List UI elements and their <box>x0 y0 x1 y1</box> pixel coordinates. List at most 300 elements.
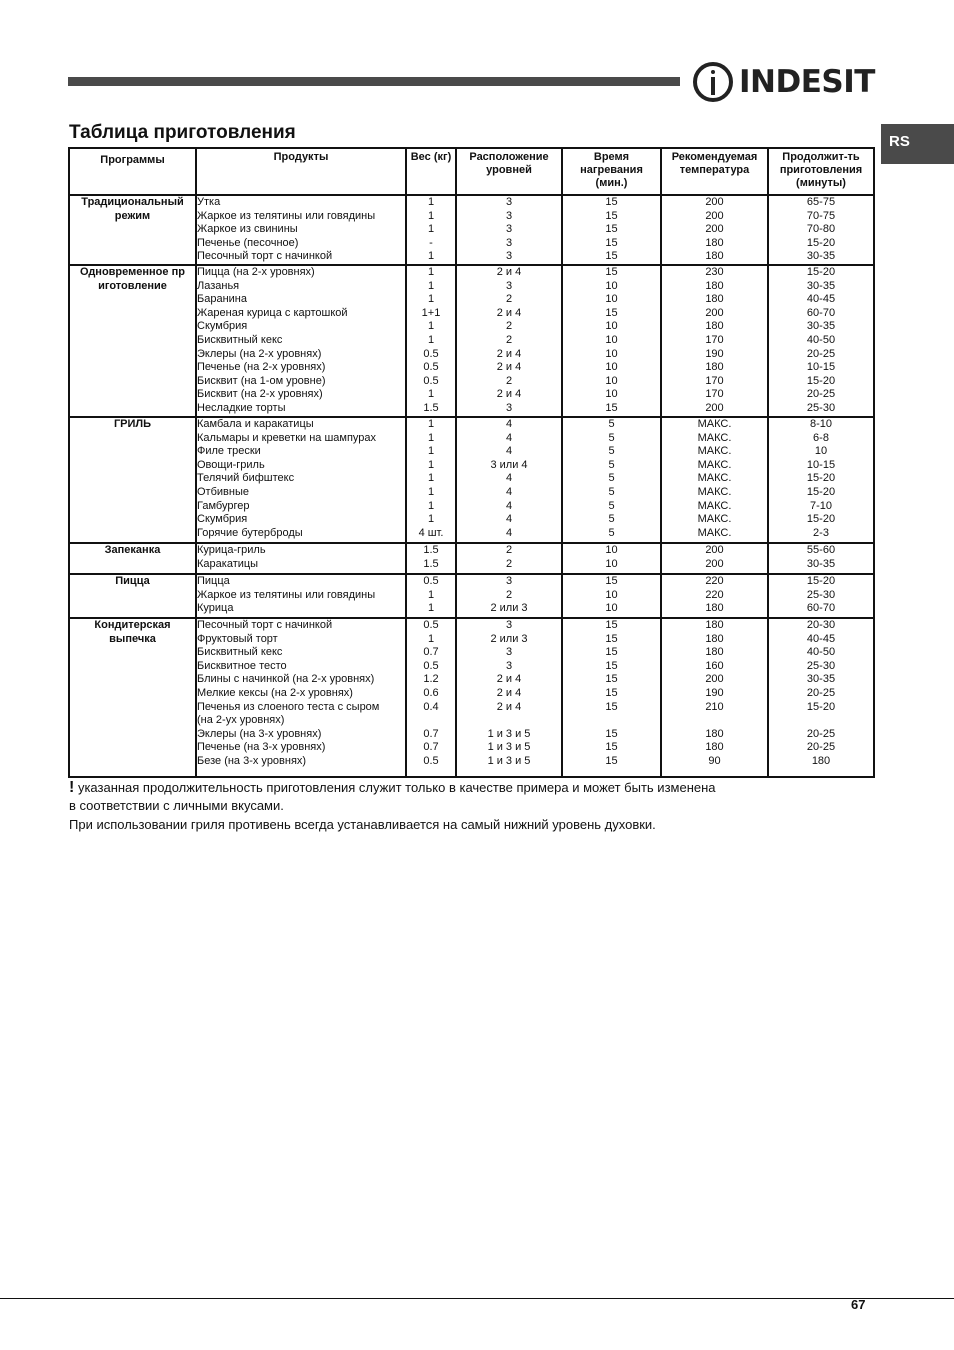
weight-value: 0.5 <box>423 618 439 631</box>
preheat-value: 15 <box>605 223 618 236</box>
duration-value: 15-20 <box>806 265 836 278</box>
weight-value: 0.5 <box>423 659 439 672</box>
level-value: 2 <box>505 293 513 306</box>
product-value: Эклеры (на 2-х уровнях) <box>197 347 322 360</box>
logo-text: INDESIT <box>739 64 875 100</box>
table-row <box>69 543 874 574</box>
preheat-value: 10 <box>605 543 618 556</box>
product-cell <box>196 543 406 574</box>
weight-value: - <box>429 236 433 249</box>
temp-value <box>662 714 767 728</box>
temp-value: 200 <box>705 209 724 222</box>
duration-value: 180 <box>811 754 831 767</box>
header-bar <box>68 77 680 86</box>
temp-value: МАКС. <box>697 417 732 430</box>
page-number: 67 <box>851 1297 866 1312</box>
level-cell <box>456 417 562 543</box>
preheat-cell <box>562 195 661 265</box>
weight-value: 1 <box>427 431 435 444</box>
program-name: Одновременное пр иготовление <box>69 265 196 417</box>
duration-value: 15-20 <box>806 485 836 498</box>
program-name: Пицца <box>69 574 196 618</box>
duration-value: 8-10 <box>809 417 833 430</box>
weight-value: 1.5 <box>423 401 439 414</box>
product-value: Жареная курица с картошкой <box>197 306 348 319</box>
level-cell <box>456 265 562 417</box>
duration-value: 65-75 <box>806 196 836 208</box>
header-preheat: Время нагревания (мин.) <box>562 148 661 195</box>
duration-cell <box>768 543 874 574</box>
weight-value: 1 <box>427 333 435 346</box>
duration-value: 25-30 <box>806 588 836 601</box>
temp-value: МАКС. <box>697 526 732 539</box>
level-value: 4 <box>505 499 513 512</box>
weight-value: 0.6 <box>423 686 439 699</box>
preheat-value: 5 <box>608 431 615 444</box>
weight-value: 0.7 <box>423 727 439 740</box>
duration-value: 15-20 <box>806 472 836 485</box>
level-value: 2 и 4 <box>496 388 522 401</box>
temp-value: 180 <box>705 279 724 292</box>
product-value: Песочный торт с начинкой <box>197 250 333 263</box>
product-cell <box>196 574 406 618</box>
temp-value: 230 <box>705 265 724 278</box>
weight-value: 1 <box>427 499 435 512</box>
temp-value: МАКС. <box>697 513 732 526</box>
preheat-value: 5 <box>608 445 615 458</box>
level-value: 2 <box>505 557 513 570</box>
weight-value: 0.5 <box>423 347 439 360</box>
weight-value: 1.5 <box>423 543 439 556</box>
preheat-value: 10 <box>605 293 618 306</box>
product-value: Жаркое из телятины или говядины <box>197 588 376 601</box>
preheat-value: 15 <box>605 754 618 767</box>
duration-value: 30-35 <box>806 673 836 686</box>
note-line-3: При использовании гриля противень всегда устанавливается на самый нижний уровень духовки. <box>69 817 656 832</box>
preheat-value: 10 <box>605 602 618 615</box>
header-duration: Продолжит-ть приготовления (минуты) <box>768 148 874 195</box>
preheat-value: 10 <box>605 333 618 346</box>
duration-cell <box>768 618 874 777</box>
preheat-value: 15 <box>605 686 618 699</box>
temp-value: 180 <box>705 293 724 306</box>
level-value: 1 и 3 и 5 <box>487 727 531 740</box>
product-value: Филе трески <box>197 445 261 458</box>
weight-value: 1 <box>427 196 435 208</box>
temp-value: 170 <box>705 388 724 401</box>
preheat-cell <box>562 543 661 574</box>
preheat-value: 15 <box>605 673 618 686</box>
duration-cell <box>768 265 874 417</box>
preheat-value: 5 <box>608 485 615 498</box>
weight-value: 1 <box>427 320 435 333</box>
preheat-value: 5 <box>608 417 615 430</box>
duration-value: 30-35 <box>806 320 836 333</box>
level-value: 4 <box>505 431 513 444</box>
product-value: Горячие бутерброды <box>197 526 303 539</box>
temp-value: 180 <box>705 236 724 249</box>
product-cell <box>196 618 406 777</box>
temp-value: 220 <box>705 574 724 587</box>
weight-value: 1 <box>427 632 435 645</box>
preheat-value: 10 <box>605 557 618 570</box>
product-value: Безе (на 3-х уровнях) <box>197 754 307 767</box>
duration-value: 30-35 <box>806 557 836 570</box>
product-value: Курица-гриль <box>197 543 266 556</box>
logo-mark-icon <box>693 62 733 102</box>
preheat-value: 15 <box>605 196 618 208</box>
preheat-value: 10 <box>605 588 618 601</box>
duration-value: 20-25 <box>806 347 836 360</box>
warning-mark-icon: ! <box>69 779 75 796</box>
level-value: 2 и 4 <box>496 265 522 278</box>
preheat-value: 15 <box>605 250 618 263</box>
level-value: 3 <box>505 236 513 249</box>
temp-value: 180 <box>705 741 724 754</box>
duration-value: 10-15 <box>806 458 836 471</box>
temp-cell <box>661 265 768 417</box>
product-value: Пицца (на 2-х уровнях) <box>197 265 315 278</box>
brand-logo <box>693 58 875 106</box>
weight-value: 1 <box>427 209 435 222</box>
table-header-row <box>69 148 874 195</box>
level-value: 3 или 4 <box>490 458 528 471</box>
preheat-cell <box>562 417 661 543</box>
duration-value: 20-25 <box>806 727 836 740</box>
level-cell <box>456 195 562 265</box>
temp-value: 200 <box>705 557 724 570</box>
product-value: Блины с начинкой (на 2-х уровнях) <box>197 673 375 686</box>
note-line-2: в соответствии с личными вкусами. <box>69 798 284 813</box>
temp-value: 180 <box>705 602 724 615</box>
duration-value: 25-30 <box>806 659 836 672</box>
temp-value: 90 <box>708 754 721 767</box>
weight-value: 1 <box>427 265 435 278</box>
preheat-value: 15 <box>605 401 618 414</box>
table-row <box>69 574 874 618</box>
level-value: 3 <box>505 209 513 222</box>
temp-value: 200 <box>705 306 724 319</box>
preheat-value: 15 <box>605 574 618 587</box>
duration-value: 20-25 <box>806 388 836 401</box>
temp-value: 210 <box>705 700 724 713</box>
duration-value: 60-70 <box>806 602 836 615</box>
temp-value: МАКС. <box>697 472 732 485</box>
level-cell <box>456 574 562 618</box>
temp-value: МАКС. <box>697 431 732 444</box>
preheat-value: 15 <box>605 700 618 713</box>
level-value: 1 и 3 и 5 <box>487 741 531 754</box>
preheat-value: 15 <box>605 646 618 659</box>
duration-value: 15-20 <box>806 374 836 387</box>
product-value: Каракатицы <box>197 557 259 570</box>
weight-value: 4 шт. <box>418 526 444 539</box>
duration-value: 25-30 <box>806 401 836 414</box>
product-value: Бисквит (на 1-ом уровне) <box>197 374 326 387</box>
weight-value: 1 <box>427 250 435 263</box>
temp-value: 180 <box>705 618 724 631</box>
weight-value: 1 <box>427 293 435 306</box>
note-text-1: указанная продолжительность приготовления служит только в качестве примера и может быть изменена <box>74 780 716 795</box>
product-value: Кальмары и креветки на шампурах <box>197 431 377 444</box>
weight-cell <box>406 265 456 417</box>
duration-value <box>769 714 873 728</box>
preheat-value: 10 <box>605 374 618 387</box>
weight-value: 1 <box>427 417 435 430</box>
preheat-value: 10 <box>605 361 618 374</box>
product-value: Пицца <box>197 574 230 587</box>
header-products: Продукты <box>196 148 406 195</box>
level-value: 4 <box>505 417 513 430</box>
duration-value: 40-50 <box>806 646 836 659</box>
weight-value: 0.5 <box>423 754 439 767</box>
level-value: 3 <box>505 223 513 236</box>
product-value: Утка <box>197 196 221 208</box>
preheat-cell <box>562 618 661 777</box>
table-row <box>69 265 874 417</box>
temp-value: МАКС. <box>697 445 732 458</box>
product-value: Лазанья <box>197 279 240 292</box>
weight-value: 1 <box>427 602 435 615</box>
level-value: 2 <box>505 374 513 387</box>
temp-value: 180 <box>705 632 724 645</box>
level-value: 3 <box>505 646 513 659</box>
preheat-value: 15 <box>605 306 618 319</box>
weight-value: 1.5 <box>423 557 439 570</box>
product-value: Баранина <box>197 293 247 306</box>
preheat-value: 15 <box>605 741 618 754</box>
duration-value: 15-20 <box>806 513 836 526</box>
weight-value <box>407 714 455 728</box>
product-value: Скумбрия <box>197 320 248 333</box>
temp-cell <box>661 195 768 265</box>
product-value: Несладкие торты <box>197 401 286 414</box>
program-name: ГРИЛЬ <box>69 417 196 543</box>
weight-value: 1 <box>427 445 435 458</box>
product-cell <box>196 195 406 265</box>
product-value: Песочный торт с начинкой <box>197 618 333 631</box>
table-row <box>69 417 874 543</box>
temp-value: 180 <box>705 727 724 740</box>
weight-value: 1 <box>427 388 435 401</box>
preheat-value: 10 <box>605 388 618 401</box>
temp-value: 160 <box>705 659 724 672</box>
preheat-value: 15 <box>605 659 618 672</box>
level-value: 2 и 4 <box>496 673 522 686</box>
duration-value: 55-60 <box>806 543 836 556</box>
program-name: Запеканка <box>69 543 196 574</box>
duration-value: 6-8 <box>813 431 829 444</box>
temp-value: 200 <box>705 543 724 556</box>
duration-value: 70-80 <box>806 223 836 236</box>
level-cell <box>456 618 562 777</box>
weight-value: 1+1 <box>421 306 441 319</box>
preheat-value: 15 <box>605 618 618 631</box>
weight-cell <box>406 543 456 574</box>
temp-value: 200 <box>705 673 724 686</box>
product-cell <box>196 417 406 543</box>
level-value: 2 и 4 <box>496 700 522 713</box>
preheat-value: 5 <box>608 513 615 526</box>
duration-value: 15-20 <box>806 574 836 587</box>
header-levels: Расположение уровней <box>456 148 562 195</box>
weight-cell <box>406 195 456 265</box>
header-program: Программы <box>69 148 196 195</box>
preheat-value: 15 <box>605 632 618 645</box>
duration-value: 20-25 <box>806 686 836 699</box>
temp-value: МАКС. <box>697 499 732 512</box>
preheat-value: 15 <box>605 236 618 249</box>
level-value: 2 и 4 <box>496 686 522 699</box>
duration-value: 20-30 <box>806 618 836 631</box>
cooking-table <box>68 147 875 778</box>
product-value: Эклеры (на 3-х уровнях) <box>197 727 322 740</box>
preheat-value: 5 <box>608 472 615 485</box>
duration-cell <box>768 574 874 618</box>
duration-value: 30-35 <box>806 250 836 263</box>
product-value: Печенье (песочное) <box>197 236 299 249</box>
product-value: Жаркое из телятины или говядины <box>197 209 376 222</box>
product-value: Печенье (на 3-х уровнях) <box>197 741 326 754</box>
level-value: 2 <box>505 588 513 601</box>
duration-cell <box>768 417 874 543</box>
duration-value: 60-70 <box>806 306 836 319</box>
temp-value: 180 <box>705 320 724 333</box>
weight-value: 1 <box>427 588 435 601</box>
duration-value: 40-50 <box>806 333 836 346</box>
level-value: 4 <box>505 445 513 458</box>
weight-value: 0.5 <box>423 574 439 587</box>
weight-value: 1.2 <box>423 673 439 686</box>
weight-value: 0.4 <box>423 700 439 713</box>
level-value: 3 <box>505 401 513 414</box>
temp-value: 170 <box>705 333 724 346</box>
level-value: 2 или 3 <box>490 632 528 645</box>
preheat-value <box>563 714 660 728</box>
weight-cell <box>406 618 456 777</box>
level-value: 2 <box>505 320 513 333</box>
weight-value: 1 <box>427 223 435 236</box>
temp-cell <box>661 618 768 777</box>
table-row <box>69 618 874 777</box>
duration-value: 40-45 <box>806 632 836 645</box>
note-line-1 <box>69 779 869 797</box>
level-value: 2 <box>505 333 513 346</box>
duration-value: 10 <box>814 445 828 458</box>
level-value: 2 <box>505 543 513 556</box>
level-value: 3 <box>505 279 513 292</box>
level-value: 1 и 3 и 5 <box>487 754 531 767</box>
level-value: 4 <box>505 513 513 526</box>
preheat-cell <box>562 574 661 618</box>
level-value: 3 <box>505 659 513 672</box>
product-value: Печенья из слоеного теста с сыром <box>197 700 380 713</box>
temp-value: 200 <box>705 401 724 414</box>
temp-value: 200 <box>705 196 724 208</box>
language-tab: RS <box>881 124 954 164</box>
product-value: Скумбрия <box>197 513 248 526</box>
duration-value: 2-3 <box>813 526 829 539</box>
weight-value: 1 <box>427 472 435 485</box>
product-value: Бисквитное тесто <box>197 659 287 672</box>
duration-value: 20-25 <box>806 741 836 754</box>
level-value: 4 <box>505 485 513 498</box>
level-value <box>457 714 561 728</box>
temp-value: МАКС. <box>697 485 732 498</box>
weight-value: 0.7 <box>423 741 439 754</box>
level-value: 3 <box>505 196 513 208</box>
preheat-value: 5 <box>608 499 615 512</box>
level-value: 2 и 4 <box>496 361 522 374</box>
product-value: Овощи-гриль <box>197 458 265 471</box>
program-name: Традициональный режим <box>69 195 196 265</box>
duration-value: 30-35 <box>806 279 836 292</box>
temp-value: 180 <box>705 250 724 263</box>
product-value: Камбала и каракатицы <box>197 417 314 430</box>
product-value: Мелкие кексы (на 2-х уровнях) <box>197 686 353 699</box>
page-title: Таблица приготовления <box>69 122 296 143</box>
weight-cell <box>406 574 456 618</box>
duration-cell <box>768 195 874 265</box>
temp-cell <box>661 574 768 618</box>
level-value: 4 <box>505 472 513 485</box>
duration-value: 40-45 <box>806 293 836 306</box>
product-value: Телячий бифштекс <box>197 472 295 485</box>
preheat-value: 15 <box>605 209 618 222</box>
product-value: (на 2-ух уровнях) <box>197 714 285 727</box>
weight-cell <box>406 417 456 543</box>
level-value: 3 <box>505 618 513 631</box>
product-value: Отбивные <box>197 485 249 498</box>
temp-value: 180 <box>705 361 724 374</box>
footer-rule <box>0 1298 954 1299</box>
temp-value: 190 <box>705 686 724 699</box>
preheat-value: 15 <box>605 265 618 278</box>
product-value: Печенье (на 2-х уровнях) <box>197 361 326 374</box>
weight-value: 1 <box>427 485 435 498</box>
header-weight: Вес (кг) <box>406 148 456 195</box>
preheat-value: 5 <box>608 458 615 471</box>
level-value: 2 и 4 <box>496 347 522 360</box>
weight-value: 1 <box>427 458 435 471</box>
temp-value: 190 <box>705 347 724 360</box>
level-value: 3 <box>505 250 513 263</box>
weight-value: 0.5 <box>423 361 439 374</box>
product-value: Бисквитный кекс <box>197 646 283 659</box>
preheat-value: 15 <box>605 727 618 740</box>
level-cell <box>456 543 562 574</box>
level-value: 2 и 4 <box>496 306 522 319</box>
table-row <box>69 195 874 265</box>
temp-value: 170 <box>705 374 724 387</box>
product-value: Гамбургер <box>197 499 250 512</box>
product-cell <box>196 265 406 417</box>
temp-value: 180 <box>705 646 724 659</box>
preheat-value: 5 <box>608 526 615 539</box>
level-value: 2 или 3 <box>490 602 528 615</box>
temp-value: 220 <box>705 588 724 601</box>
preheat-value: 10 <box>605 320 618 333</box>
duration-value: 10-15 <box>806 361 836 374</box>
temp-value: МАКС. <box>697 458 732 471</box>
temp-value: 200 <box>705 223 724 236</box>
weight-value: 1 <box>427 513 435 526</box>
preheat-cell <box>562 265 661 417</box>
level-value: 3 <box>505 574 513 587</box>
program-name: Кондитерская выпечка <box>69 618 196 777</box>
product-value: Курица <box>197 602 234 615</box>
header-temperature: Рекомендуемая температура <box>661 148 768 195</box>
